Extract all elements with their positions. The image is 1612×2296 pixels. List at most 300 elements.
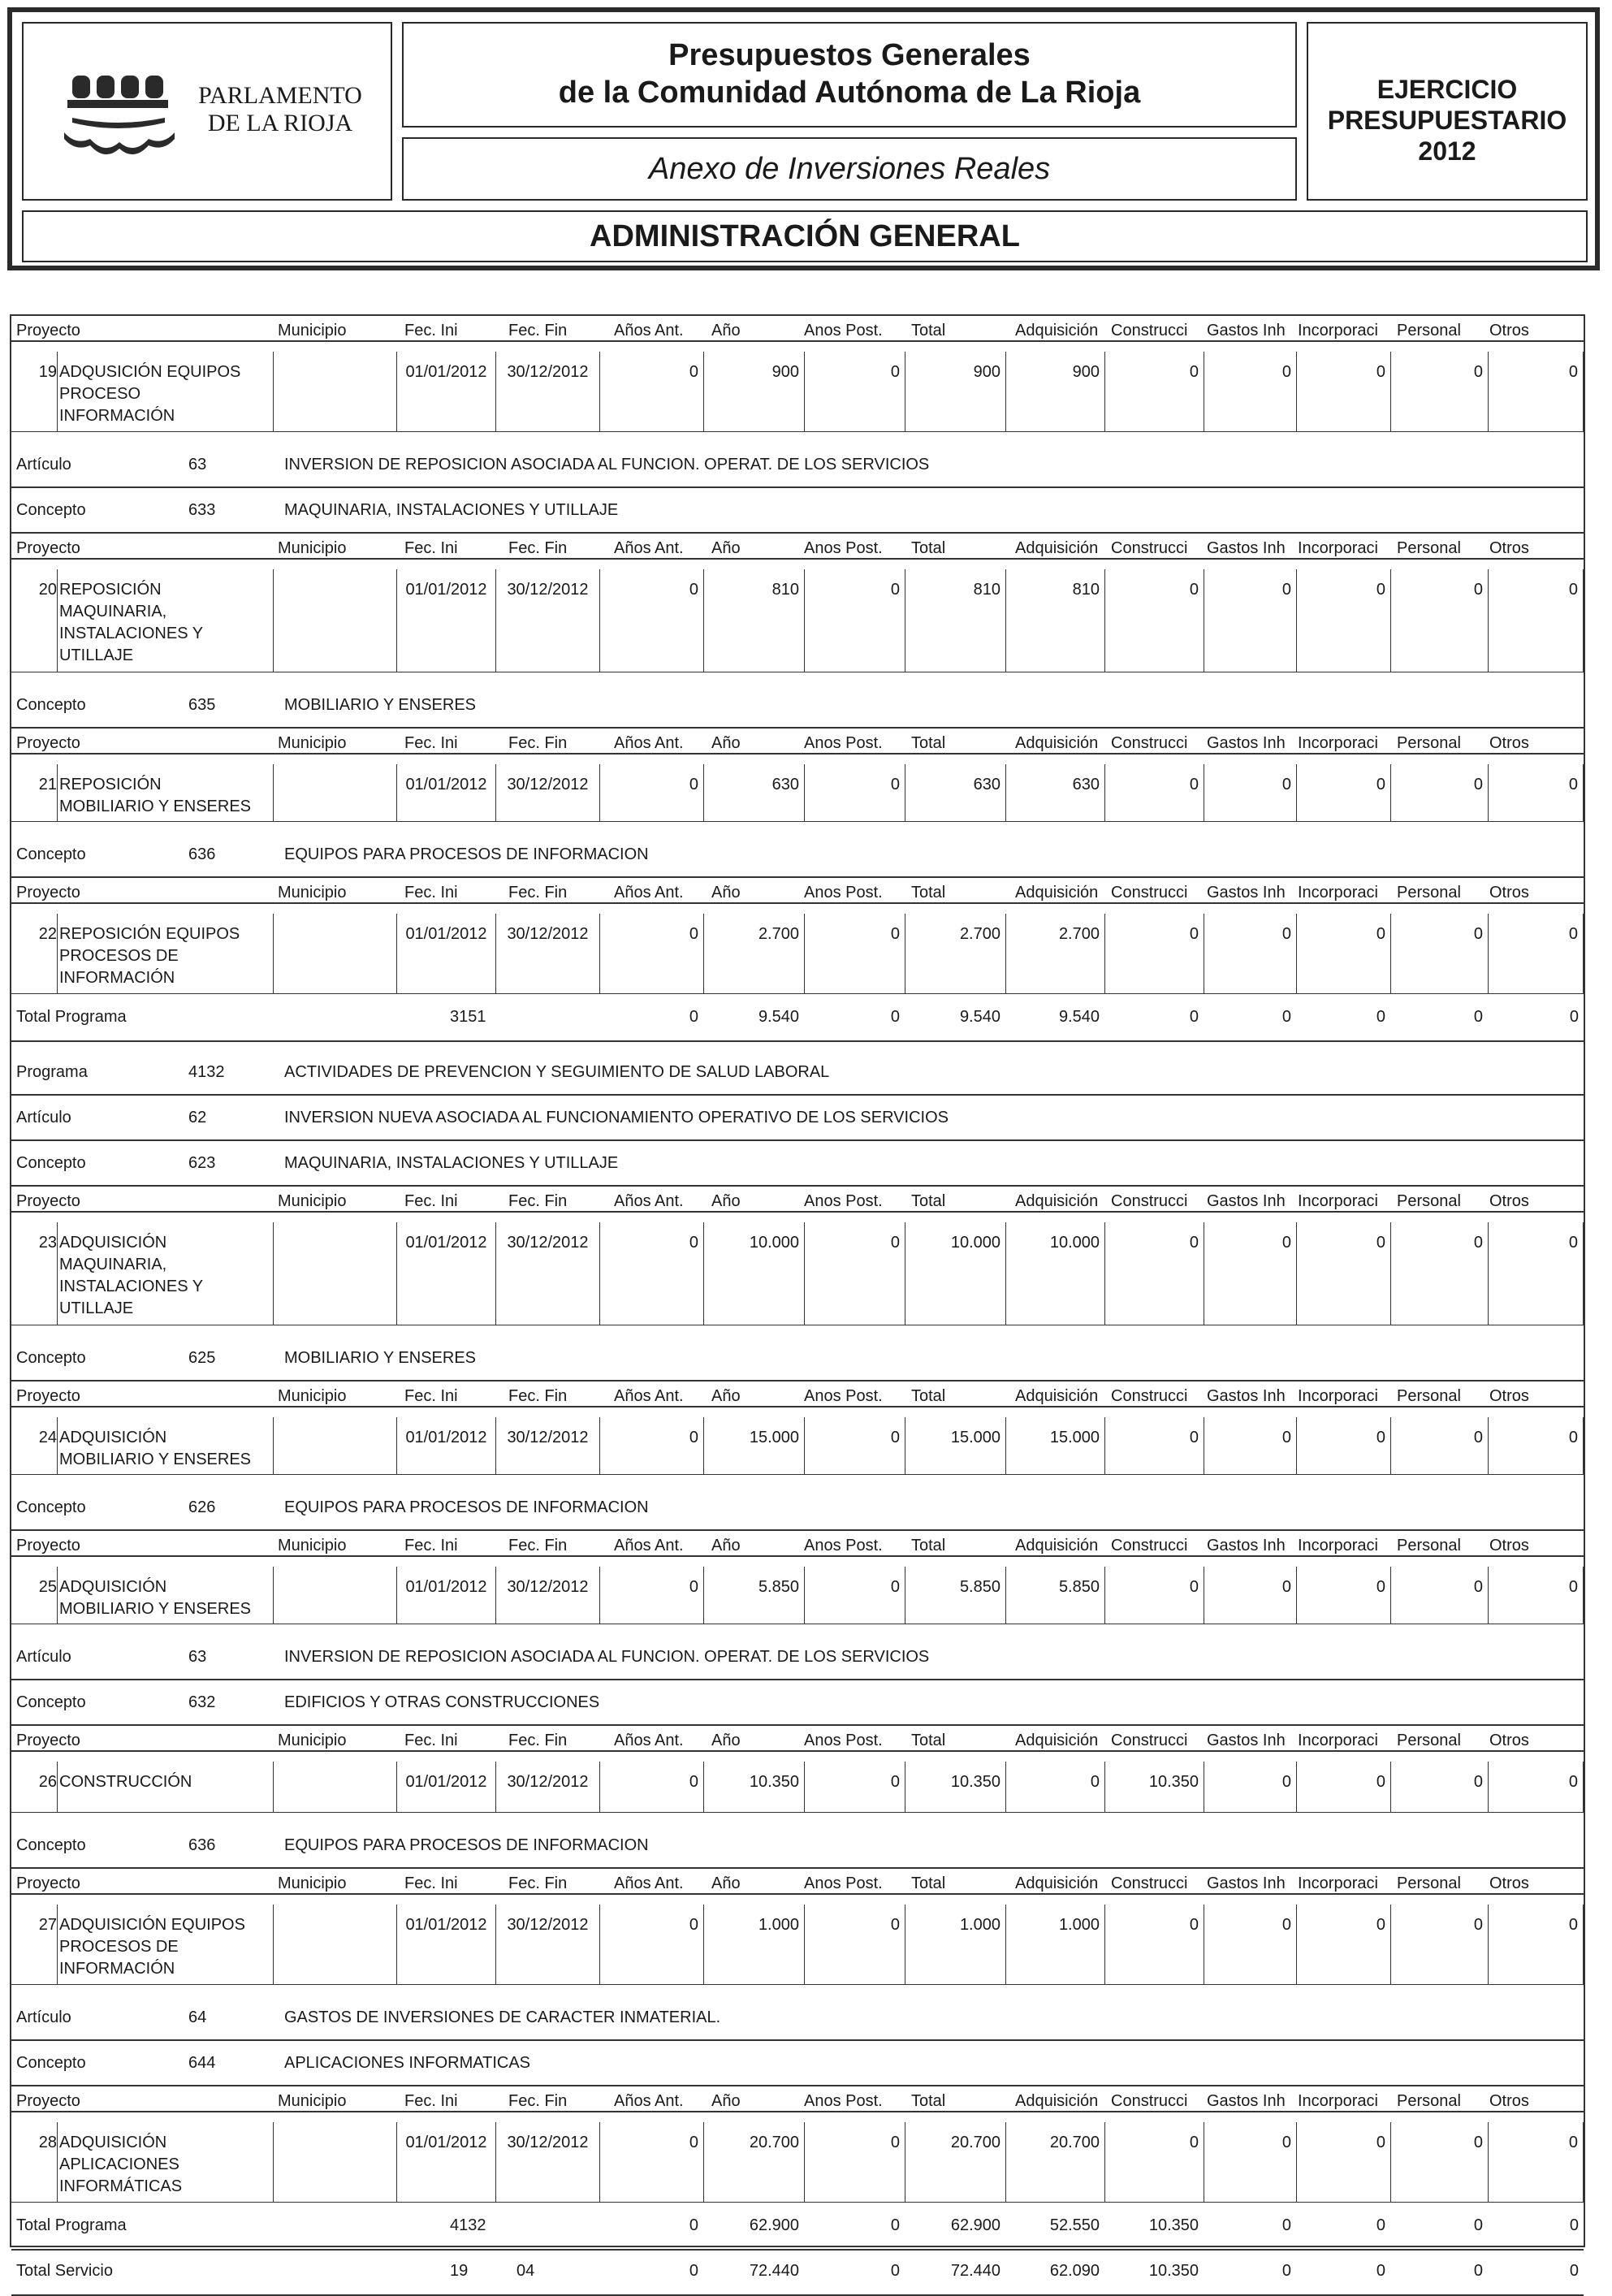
current-year-cell: 10.350	[703, 1762, 804, 1812]
group-heading-row	[11, 2041, 1584, 2086]
group-heading-row	[11, 1995, 1584, 2041]
end-date-cell: 30/12/2012	[495, 352, 599, 431]
project-row	[11, 764, 1584, 822]
column-header-otros: Otros	[1489, 539, 1529, 557]
column-header-anos-post-: Anos Post.	[804, 1732, 883, 1749]
column-header-incorporaci: Incorporaci	[1298, 1874, 1378, 1892]
group-code: 635	[188, 696, 216, 714]
column-header-a-os-ant-: Años Ant.	[614, 322, 684, 339]
total-value: 9.540	[959, 1008, 1000, 1026]
column-header-fec-fin: Fec. Fin	[508, 2092, 568, 2110]
column-header-construcci: Construcci	[1111, 2092, 1188, 2110]
column-header-proyecto: Proyecto	[16, 1537, 80, 1554]
group-level-label: Concepto	[16, 501, 86, 519]
column-header-fec-ini: Fec. Ini	[404, 734, 458, 752]
project-name-line: MAQUINARIA,	[59, 603, 167, 620]
project-row	[11, 1417, 1584, 1475]
current-year-cell: 810	[703, 569, 804, 672]
column-header-fec-ini: Fec. Ini	[404, 2092, 458, 2110]
project-row	[11, 1905, 1584, 1985]
group-description: EDIFICIOS Y OTRAS CONSTRUCCIONES	[284, 1693, 600, 1711]
column-header-row	[11, 729, 1584, 755]
other-cell: 0	[1488, 2122, 1584, 2202]
column-header-total: Total	[911, 1387, 946, 1405]
later-years-cell: 0	[804, 2122, 905, 2202]
parliament-name-line2: DE LA RIOJA	[207, 110, 353, 136]
project-number: 19	[38, 363, 57, 381]
column-header-personal: Personal	[1397, 734, 1461, 752]
total-value: 9.540	[1058, 1008, 1100, 1026]
end-date-cell: 30/12/2012	[495, 1417, 599, 1474]
total-value: 0	[1569, 2262, 1579, 2280]
end-date-cell: 30/12/2012	[495, 1567, 599, 1624]
prior-years-cell: 0	[599, 764, 703, 821]
group-heading-row	[11, 1823, 1584, 1869]
column-header-otros: Otros	[1489, 884, 1529, 902]
project-row	[11, 2122, 1584, 2203]
project-row	[11, 352, 1584, 432]
acquisition-cell: 2.700	[1005, 914, 1104, 993]
project-name	[57, 1222, 273, 1325]
project-name-line: ADQUISICIÓN	[59, 1578, 167, 1596]
intangible-expenses-cell: 0	[1204, 352, 1296, 431]
total-value: 0	[1376, 1008, 1385, 1026]
project-name-line: APLICACIONES	[59, 2155, 179, 2173]
column-header-fec-ini: Fec. Ini	[404, 1732, 458, 1749]
column-header-a-os-ant-: Años Ant.	[614, 1732, 684, 1749]
project-name	[57, 1567, 273, 1624]
total-value: 10.350	[1148, 2262, 1199, 2280]
column-header-a-o: Año	[711, 734, 741, 752]
start-date-cell: 01/01/2012	[396, 1417, 495, 1474]
column-header-anos-post-: Anos Post.	[804, 1874, 883, 1892]
group-level-label: Programa	[16, 1063, 88, 1081]
other-cell: 0	[1488, 1222, 1584, 1325]
total-value: 0	[1281, 1008, 1291, 1026]
column-header-incorporaci: Incorporaci	[1298, 1732, 1378, 1749]
total-value: 0	[689, 2216, 698, 2234]
total-value: 62.900	[749, 2216, 799, 2234]
column-header-municipio: Municipio	[278, 322, 347, 339]
group-code: 623	[188, 1154, 216, 1172]
column-header-a-o: Año	[711, 1537, 741, 1554]
construction-cell: 0	[1104, 352, 1204, 431]
total-value: 0	[1281, 2262, 1291, 2280]
later-years-cell: 0	[804, 1567, 905, 1624]
column-header-proyecto: Proyecto	[16, 734, 80, 752]
current-year-cell: 10.000	[703, 1222, 804, 1325]
column-header-a-o: Año	[711, 1732, 741, 1749]
column-header-anos-post-: Anos Post.	[804, 539, 883, 557]
column-header-otros: Otros	[1489, 1192, 1529, 1210]
prior-years-cell: 0	[599, 1762, 703, 1812]
project-name	[57, 2122, 273, 2202]
column-header-adquisici-n: Adquisición	[1015, 884, 1099, 902]
column-header-gastos-inh: Gastos Inh	[1207, 1387, 1286, 1405]
column-header-construcci: Construcci	[1111, 1192, 1188, 1210]
project-row	[11, 1222, 1584, 1325]
start-date-cell: 01/01/2012	[396, 1762, 495, 1812]
group-code: 625	[188, 1349, 216, 1367]
project-name-line: PROCESO	[59, 385, 141, 403]
total-value: 0	[1569, 2216, 1579, 2234]
personnel-cell: 0	[1390, 569, 1488, 672]
total-value: 0	[1189, 1008, 1199, 1026]
group-level-label: Artículo	[16, 1109, 71, 1126]
column-header-fec-ini: Fec. Ini	[404, 1387, 458, 1405]
total-value: 62.090	[1049, 2262, 1100, 2280]
column-header-gastos-inh: Gastos Inh	[1207, 2092, 1286, 2110]
group-level-label: Concepto	[16, 1349, 86, 1367]
end-date-cell: 30/12/2012	[495, 1762, 599, 1812]
total-value: 0	[1281, 2216, 1291, 2234]
group-description: MOBILIARIO Y ENSERES	[284, 696, 477, 714]
column-header-municipio: Municipio	[278, 734, 347, 752]
column-header-fec-fin: Fec. Fin	[508, 734, 568, 752]
personnel-cell: 0	[1390, 2122, 1488, 2202]
group-level-label: Concepto	[16, 845, 86, 863]
column-header-municipio: Municipio	[278, 539, 347, 557]
column-header-construcci: Construcci	[1111, 1732, 1188, 1749]
total-value: 72.440	[749, 2262, 799, 2280]
end-date-cell: 30/12/2012	[495, 764, 599, 821]
incorporation-cell: 0	[1296, 569, 1390, 672]
total-cell: 900	[905, 352, 1005, 431]
current-year-cell: 15.000	[703, 1417, 804, 1474]
acquisition-cell: 1.000	[1005, 1905, 1104, 1984]
group-heading-row	[11, 1141, 1584, 1187]
column-header-anos-post-: Anos Post.	[804, 884, 883, 902]
column-header-adquisici-n: Adquisición	[1015, 1387, 1099, 1405]
total-value: 10.350	[1148, 2216, 1199, 2234]
fiscal-year-label-line1: EJERCICIO	[1376, 75, 1518, 104]
total-value: 0	[890, 2216, 900, 2234]
column-header-gastos-inh: Gastos Inh	[1207, 539, 1286, 557]
group-level-label: Artículo	[16, 1648, 71, 1666]
project-name-line: REPOSICIÓN	[59, 581, 162, 599]
personnel-cell: 0	[1390, 1222, 1488, 1325]
project-row	[11, 1567, 1584, 1624]
project-name-line: ADQUISICIÓN	[59, 1234, 167, 1252]
start-date-cell: 01/01/2012	[396, 1567, 495, 1624]
municipio-cell	[273, 1762, 396, 1812]
later-years-cell: 0	[804, 1417, 905, 1474]
column-header-municipio: Municipio	[278, 1192, 347, 1210]
group-code: 633	[188, 501, 216, 519]
column-header-incorporaci: Incorporaci	[1298, 2092, 1378, 2110]
column-header-fec-ini: Fec. Ini	[404, 884, 458, 902]
column-header-municipio: Municipio	[278, 2092, 347, 2110]
municipio-cell	[273, 764, 396, 821]
total-cell: 2.700	[905, 914, 1005, 993]
personnel-cell: 0	[1390, 914, 1488, 993]
acquisition-cell: 630	[1005, 764, 1104, 821]
project-name-line: INSTALACIONES Y	[59, 625, 204, 642]
column-header-municipio: Municipio	[278, 884, 347, 902]
incorporation-cell: 0	[1296, 764, 1390, 821]
start-date-cell: 01/01/2012	[396, 1905, 495, 1984]
total-value: 0	[689, 2262, 698, 2280]
column-header-personal: Personal	[1397, 1537, 1461, 1554]
acquisition-cell: 900	[1005, 352, 1104, 431]
column-header-anos-post-: Anos Post.	[804, 2092, 883, 2110]
start-date-cell: 01/01/2012	[396, 1222, 495, 1325]
column-header-fec-fin: Fec. Fin	[508, 1732, 568, 1749]
group-level-label: Artículo	[16, 456, 71, 473]
column-header-fec-fin: Fec. Fin	[508, 322, 568, 339]
column-header-fec-ini: Fec. Ini	[404, 1874, 458, 1892]
municipio-cell	[273, 1905, 396, 1984]
column-header-anos-post-: Anos Post.	[804, 1192, 883, 1210]
fiscal-year-box	[1307, 22, 1588, 201]
total-value: 0	[1473, 1008, 1483, 1026]
column-header-incorporaci: Incorporaci	[1298, 1192, 1378, 1210]
municipio-cell	[273, 914, 396, 993]
project-row	[11, 1762, 1584, 1813]
total-value: 0	[1473, 2216, 1483, 2234]
total-cell: 810	[905, 569, 1005, 672]
title-box	[402, 22, 1297, 128]
total-value: 0	[1569, 1008, 1579, 1026]
group-heading-row	[11, 1050, 1584, 1096]
acquisition-cell: 20.700	[1005, 2122, 1104, 2202]
group-heading-row	[11, 443, 1584, 488]
column-header-total: Total	[911, 1874, 946, 1892]
group-heading-row	[11, 832, 1584, 878]
column-header-adquisici-n: Adquisición	[1015, 734, 1099, 752]
column-header-a-o: Año	[711, 884, 741, 902]
annex-title: Anexo de Inversiones Reales	[648, 152, 1051, 186]
column-header-municipio: Municipio	[278, 1387, 347, 1405]
project-name-line: UTILLAJE	[59, 1299, 134, 1317]
municipio-cell	[273, 2122, 396, 2202]
column-header-construcci: Construcci	[1111, 884, 1188, 902]
investment-table	[10, 314, 1585, 2280]
column-header-otros: Otros	[1489, 2092, 1529, 2110]
group-heading-row	[11, 1680, 1584, 1726]
prior-years-cell: 0	[599, 2122, 703, 2202]
project-row	[11, 914, 1584, 994]
group-description: EQUIPOS PARA PROCESOS DE INFORMACION	[284, 845, 649, 863]
project-number: 28	[38, 2134, 57, 2151]
other-cell: 0	[1488, 764, 1584, 821]
project-name-line: INFORMÁTICAS	[59, 2177, 183, 2195]
column-header-construcci: Construcci	[1111, 734, 1188, 752]
group-description: EQUIPOS PARA PROCESOS DE INFORMACION	[284, 1836, 649, 1854]
project-name	[57, 914, 273, 993]
construction-cell: 0	[1104, 1222, 1204, 1325]
column-header-personal: Personal	[1397, 1192, 1461, 1210]
project-name	[57, 764, 273, 821]
project-name-line: PROCESOS DE	[59, 947, 179, 965]
group-code: 632	[188, 1693, 216, 1711]
column-header-row	[11, 1531, 1584, 1557]
fiscal-year-label-line2: PRESUPUESTARIO	[1327, 106, 1567, 135]
column-header-anos-post-: Anos Post.	[804, 1537, 883, 1554]
column-header-total: Total	[911, 1192, 946, 1210]
other-cell: 0	[1488, 1417, 1584, 1474]
project-name-line: ADQUSICIÓN EQUIPOS	[59, 363, 241, 381]
column-header-adquisici-n: Adquisición	[1015, 1732, 1099, 1749]
parliament-logo-box	[22, 22, 392, 201]
column-header-incorporaci: Incorporaci	[1298, 1387, 1378, 1405]
column-header-fec-ini: Fec. Ini	[404, 1192, 458, 1210]
later-years-cell: 0	[804, 1222, 905, 1325]
column-header-a-os-ant-: Años Ant.	[614, 1874, 684, 1892]
column-header-adquisici-n: Adquisición	[1015, 322, 1099, 339]
construction-cell: 0	[1104, 569, 1204, 672]
group-code: 4132	[188, 1063, 225, 1081]
project-name-line: ADQUISICIÓN	[59, 2134, 167, 2151]
other-cell: 0	[1488, 352, 1584, 431]
total-row	[11, 2205, 1584, 2251]
group-description: GASTOS DE INVERSIONES DE CARACTER INMATERIAL.	[284, 2008, 721, 2026]
column-header-proyecto: Proyecto	[16, 884, 80, 902]
group-code: 63	[188, 1648, 207, 1666]
current-year-cell: 20.700	[703, 2122, 804, 2202]
total-value: 0	[1473, 2262, 1483, 2280]
end-date-cell: 30/12/2012	[495, 914, 599, 993]
column-header-a-o: Año	[711, 539, 741, 557]
personnel-cell: 0	[1390, 352, 1488, 431]
column-header-a-os-ant-: Años Ant.	[614, 1192, 684, 1210]
column-header-otros: Otros	[1489, 1387, 1529, 1405]
intangible-expenses-cell: 0	[1204, 569, 1296, 672]
project-name-line: ADQUISICIÓN EQUIPOS	[59, 1916, 245, 1934]
incorporation-cell: 0	[1296, 352, 1390, 431]
project-name-line: MAQUINARIA,	[59, 1256, 167, 1273]
later-years-cell: 0	[804, 569, 905, 672]
construction-cell: 0	[1104, 1417, 1204, 1474]
construction-cell: 0	[1104, 914, 1204, 993]
column-header-gastos-inh: Gastos Inh	[1207, 1874, 1286, 1892]
column-header-row	[11, 1187, 1584, 1213]
document-title-line2: de la Comunidad Autónoma de La Rioja	[558, 76, 1141, 110]
end-date-cell: 30/12/2012	[495, 1222, 599, 1325]
start-date-cell: 01/01/2012	[396, 2122, 495, 2202]
column-header-a-os-ant-: Años Ant.	[614, 1537, 684, 1554]
column-header-gastos-inh: Gastos Inh	[1207, 884, 1286, 902]
incorporation-cell: 0	[1296, 1222, 1390, 1325]
other-cell: 0	[1488, 914, 1584, 993]
intangible-expenses-cell: 0	[1204, 914, 1296, 993]
project-number: 22	[38, 925, 57, 943]
column-header-adquisici-n: Adquisición	[1015, 2092, 1099, 2110]
group-level-label: Concepto	[16, 1836, 86, 1854]
municipio-cell	[273, 352, 396, 431]
start-date-cell: 01/01/2012	[396, 569, 495, 672]
project-name	[57, 352, 273, 431]
column-header-total: Total	[911, 1537, 946, 1554]
project-number: 20	[38, 581, 57, 599]
incorporation-cell: 0	[1296, 914, 1390, 993]
total-value: 0	[689, 1008, 698, 1026]
column-header-incorporaci: Incorporaci	[1298, 1537, 1378, 1554]
other-cell: 0	[1488, 569, 1584, 672]
project-number: 25	[38, 1578, 57, 1596]
personnel-cell: 0	[1390, 1762, 1488, 1812]
column-header-total: Total	[911, 322, 946, 339]
total-value: 0	[1376, 2216, 1385, 2234]
column-header-construcci: Construcci	[1111, 539, 1188, 557]
acquisition-cell: 15.000	[1005, 1417, 1104, 1474]
total-value: 9.540	[758, 1008, 799, 1026]
column-header-a-os-ant-: Años Ant.	[614, 884, 684, 902]
total-value: 0	[890, 1008, 900, 1026]
column-header-incorporaci: Incorporaci	[1298, 539, 1378, 557]
incorporation-cell: 0	[1296, 1567, 1390, 1624]
project-name-line: PROCESOS DE	[59, 1938, 179, 1956]
total-cell: 10.000	[905, 1222, 1005, 1325]
total-value: 0	[890, 2262, 900, 2280]
column-header-a-o: Año	[711, 1192, 741, 1210]
construction-cell: 0	[1104, 2122, 1204, 2202]
intangible-expenses-cell: 0	[1204, 2122, 1296, 2202]
intangible-expenses-cell: 0	[1204, 1762, 1296, 1812]
column-header-anos-post-: Anos Post.	[804, 322, 883, 339]
column-header-personal: Personal	[1397, 539, 1461, 557]
intangible-expenses-cell: 0	[1204, 764, 1296, 821]
column-header-a-o: Año	[711, 1874, 741, 1892]
total-label: Total Programa	[16, 2216, 127, 2234]
project-name	[57, 1762, 273, 1812]
column-header-total: Total	[911, 539, 946, 557]
group-heading-row	[11, 1096, 1584, 1141]
project-name-line: UTILLAJE	[59, 646, 134, 664]
construction-cell: 0	[1104, 764, 1204, 821]
project-name	[57, 1417, 273, 1474]
later-years-cell: 0	[804, 1762, 905, 1812]
total-row	[11, 997, 1584, 1042]
column-header-gastos-inh: Gastos Inh	[1207, 1537, 1286, 1554]
column-header-gastos-inh: Gastos Inh	[1207, 1732, 1286, 1749]
column-header-anos-post-: Anos Post.	[804, 734, 883, 752]
column-header-row	[11, 2086, 1584, 2112]
total-row	[11, 2251, 1584, 2296]
other-cell: 0	[1488, 1905, 1584, 1984]
column-header-a-os-ant-: Años Ant.	[614, 734, 684, 752]
current-year-cell: 630	[703, 764, 804, 821]
column-header-proyecto: Proyecto	[16, 1387, 80, 1405]
current-year-cell: 1.000	[703, 1905, 804, 1984]
end-date-cell: 30/12/2012	[495, 2122, 599, 2202]
other-cell: 0	[1488, 1762, 1584, 1812]
column-header-construcci: Construcci	[1111, 1537, 1188, 1554]
project-name-line: CONSTRUCCIÓN	[59, 1773, 192, 1791]
column-header-personal: Personal	[1397, 1874, 1461, 1892]
total-cell: 5.850	[905, 1567, 1005, 1624]
later-years-cell: 0	[804, 764, 905, 821]
group-description: ACTIVIDADES DE PREVENCION Y SEGUIMIENTO DE SALUD LABORAL	[284, 1063, 830, 1081]
project-number: 26	[38, 1773, 57, 1791]
column-header-adquisici-n: Adquisición	[1015, 1874, 1099, 1892]
project-number: 27	[38, 1916, 57, 1934]
project-row	[11, 569, 1584, 672]
section-box	[22, 210, 1588, 262]
municipio-cell	[273, 1417, 396, 1474]
municipio-cell	[273, 1222, 396, 1325]
column-header-proyecto: Proyecto	[16, 1874, 80, 1892]
column-header-total: Total	[911, 2092, 946, 2110]
column-header-row	[11, 534, 1584, 560]
group-description: MAQUINARIA, INSTALACIONES Y UTILLAJE	[284, 501, 619, 519]
project-name-line: MOBILIARIO Y ENSERES	[59, 798, 252, 815]
column-header-total: Total	[911, 1732, 946, 1749]
group-level-label: Concepto	[16, 1498, 86, 1516]
column-header-proyecto: Proyecto	[16, 2092, 80, 2110]
document-title-line1: Presupuestos Generales	[668, 38, 1031, 72]
column-header-a-o: Año	[711, 322, 741, 339]
